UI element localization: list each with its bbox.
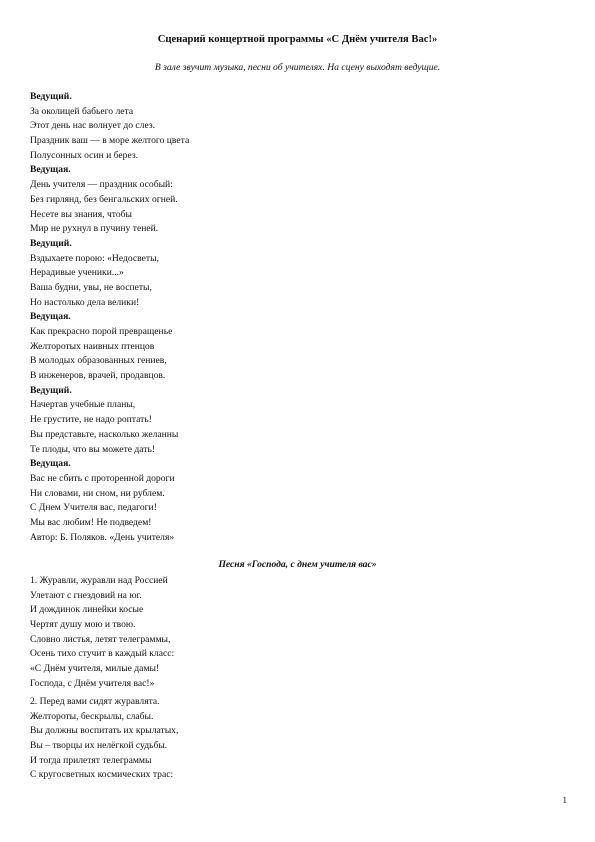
verse-line: В инженеров, врачей, продавцов. — [30, 370, 166, 382]
verse-line: Ваша будни, увы, не воспеты, — [30, 281, 152, 293]
song-line: 1. Журавли, журавли над Россией — [30, 575, 168, 586]
song-line: И дождинок линейки косые — [30, 604, 144, 616]
verse-line: Вы представьте, насколько желанны — [30, 428, 179, 440]
verse-line: Нерадивые ученики...» — [30, 267, 124, 279]
page-title: Сценарий концертной программы «С Днём учителя Вас!» — [157, 34, 438, 45]
verse-line: Несете вы знания, чтобы — [30, 208, 132, 220]
verse-line: Без гирлянд, без бенгальских огней. — [30, 193, 178, 205]
speaker-label: Ведущий. — [30, 237, 72, 249]
verse-line: С Днем Учителя вас, педагоги! — [30, 502, 157, 514]
song-line: И тогда прилетят телеграммы — [30, 754, 152, 766]
verse-line: Мы вас любим! Не подведем! — [30, 516, 152, 528]
song-line: Осень тихо стучит в каждый класс: — [30, 648, 175, 660]
verse-line: Желторотых наивных птенцов — [30, 340, 155, 352]
song-line: Желтороты, бескрылы, слабы. — [30, 710, 154, 722]
song-line: 2. Перед вами сидят журавлята. — [30, 696, 160, 707]
verse-line: Как прекрасно порой превращенье — [30, 326, 173, 337]
song-line: «С Днём учителя, милые дамы! — [30, 663, 160, 675]
song-line: Вы – творцы их нелёгкой судьбы. — [30, 740, 168, 752]
page-number: 1 — [562, 795, 567, 805]
song-line: Словно листья, летят телеграммы, — [30, 633, 171, 645]
verse-line: Вас не сбить с проторенной дороги — [30, 472, 175, 484]
song-line: С кругосветных космических трас: — [30, 769, 174, 781]
verse-line: Этот день нас волнует до слез. — [30, 120, 156, 132]
verse-line: Начертав учебные планы, — [30, 399, 136, 411]
speaker-label: Ведущий. — [30, 91, 72, 102]
verse-line: Праздник ваш — в море желтого цвета — [30, 135, 190, 147]
speaker-label: Ведущая. — [30, 458, 71, 470]
song-line: Господа, с Днём учителя вас!» — [30, 677, 155, 689]
author-credit: Автор: Б. Поляков. «День учителя» — [30, 531, 175, 543]
verse-line: Полусонных осин и берез. — [30, 149, 139, 161]
dialogue-block — [30, 90, 570, 545]
song-title: Песня «Господа, с днем учителя вас» — [218, 559, 377, 570]
verse-line: День учителя — праздник особый: — [30, 179, 173, 191]
speaker-label: Ведущий. — [30, 384, 72, 396]
verse-line: Не грустите, не надо роптать! — [30, 414, 152, 426]
verse-line: Но настолько дела велики! — [30, 296, 140, 308]
speaker-label: Ведущая. — [30, 311, 71, 323]
speaker-label: Ведущая. — [30, 164, 71, 176]
verse-line: Те плоды, что вы можете дать! — [30, 443, 156, 455]
verse-line: Мир не рухнул в пучину теней. — [30, 223, 159, 235]
verse-line: Вздыхаете порою: «Недосветы, — [30, 252, 159, 264]
stage-direction: В зале звучит музыка, песни об учителях. На сцену выходят ведущие. — [154, 62, 441, 73]
song-verse-1 — [30, 574, 570, 692]
verse-line: В молодых образованных гениев, — [30, 355, 167, 367]
song-verse-2 — [30, 695, 570, 783]
song-line: Улетают с гнездовий на юг. — [30, 589, 142, 601]
verse-line: За околицей бабьего лета — [30, 105, 134, 117]
verse-line: Ни словами, ни сном, ни рублем. — [30, 487, 165, 499]
song-line: Вы должны воспитать их крылатых, — [30, 725, 179, 737]
song-line: Чертят душу мою и твою. — [30, 619, 136, 631]
